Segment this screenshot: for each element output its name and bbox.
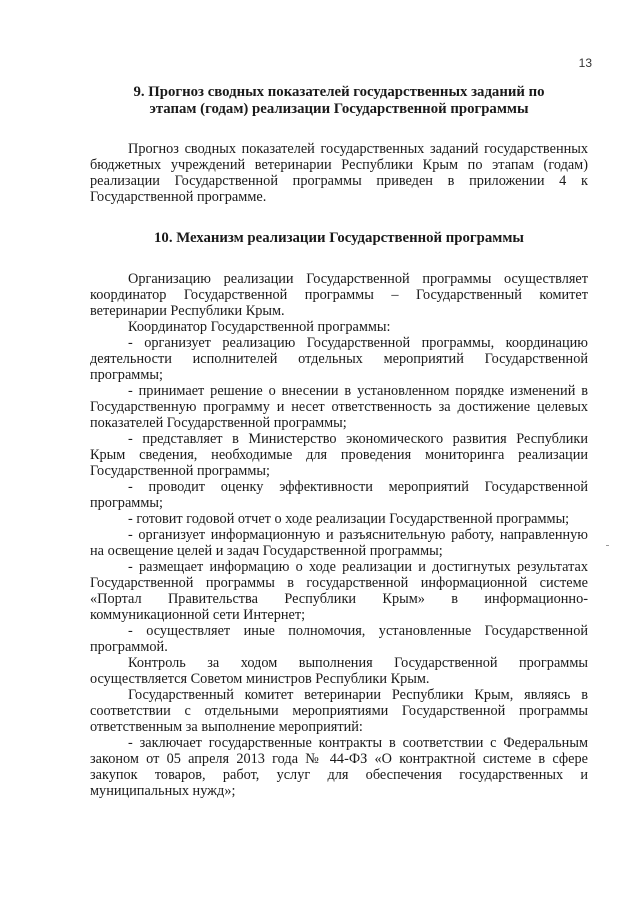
coordinator-item: - проводит оценку эффективности мероприятий Государственной программы; bbox=[90, 479, 588, 511]
coordinator-item: - размещает информацию о ходе реализации и достигнутых результатах Государственной программы в государственной информационной системе «Портал Правительства Республики Крым» в информационно-коммуникационной сети Интернет; bbox=[90, 559, 588, 623]
coordinator-item: - принимает решение о внесении в установленном порядке изменений в Государственную программу и несет ответственность за достижение целевых показателей Государственной программы; bbox=[90, 383, 588, 431]
coordinator-item: - готовит годовой отчет о ходе реализации Государственной программы; bbox=[128, 511, 570, 527]
section-10-title: 10. Механизм реализации Государственной программы bbox=[154, 230, 524, 246]
scan-artifact bbox=[606, 545, 609, 546]
coordinator-item: - представляет в Министерство экономического развития Республики Крым сведения, необходимые для проведения мониторинга реализации Государственной программы; bbox=[90, 431, 588, 479]
section-9-title bbox=[90, 84, 588, 118]
coordinator-label: Координатор Государственной программы: bbox=[128, 319, 391, 335]
coordinator-item: - осуществляет иные полномочия, установленные Государственной программой. bbox=[90, 623, 588, 655]
page-number: 13 bbox=[578, 56, 592, 70]
coordinator-item: - организует информационную и разъяснительную работу, направленную на освещение целей и задач Государственной программы; bbox=[90, 527, 588, 559]
section-10-intro: Организацию реализации Государственной программы осуществляет координатор Государственной программы – Государственный комитет ветеринарии Республики Крым. bbox=[90, 271, 588, 319]
section-9-title-line-2: этапам (годам) реализации Государственной программы bbox=[149, 101, 529, 117]
committee-intro: Государственный комитет ветеринарии Республики Крым, являясь в соответствии с отдельными мероприятиями Государственной программы ответственным за выполнение мероприятий: bbox=[90, 687, 588, 735]
control-paragraph: Контроль за ходом выполнения Государственной программы осуществляется Советом министров Республики Крым. bbox=[90, 655, 588, 687]
committee-item: - заключает государственные контракты в соответствии с Федеральным законом от 05 апреля 2013 года № 44-ФЗ «О контрактной системе в сфере закупок товаров, работ, услуг для обеспечения государственных и муниципальных нужд»; bbox=[90, 735, 588, 799]
section-9-paragraph: Прогноз сводных показателей государственных заданий государственных бюджетных учреждений ветеринарии Республики Крым по этапам (годам) реализации Государственной программы приведен в приложении 4 к Государственной программе. bbox=[90, 141, 588, 205]
coordinator-item: - организует реализацию Государственной программы, координацию деятельности исполнителей отдельных мероприятий Государственной программы; bbox=[90, 335, 588, 383]
section-9-title-line-1: 9. Прогноз сводных показателей государственных заданий по bbox=[133, 84, 545, 100]
document-body bbox=[90, 84, 588, 799]
